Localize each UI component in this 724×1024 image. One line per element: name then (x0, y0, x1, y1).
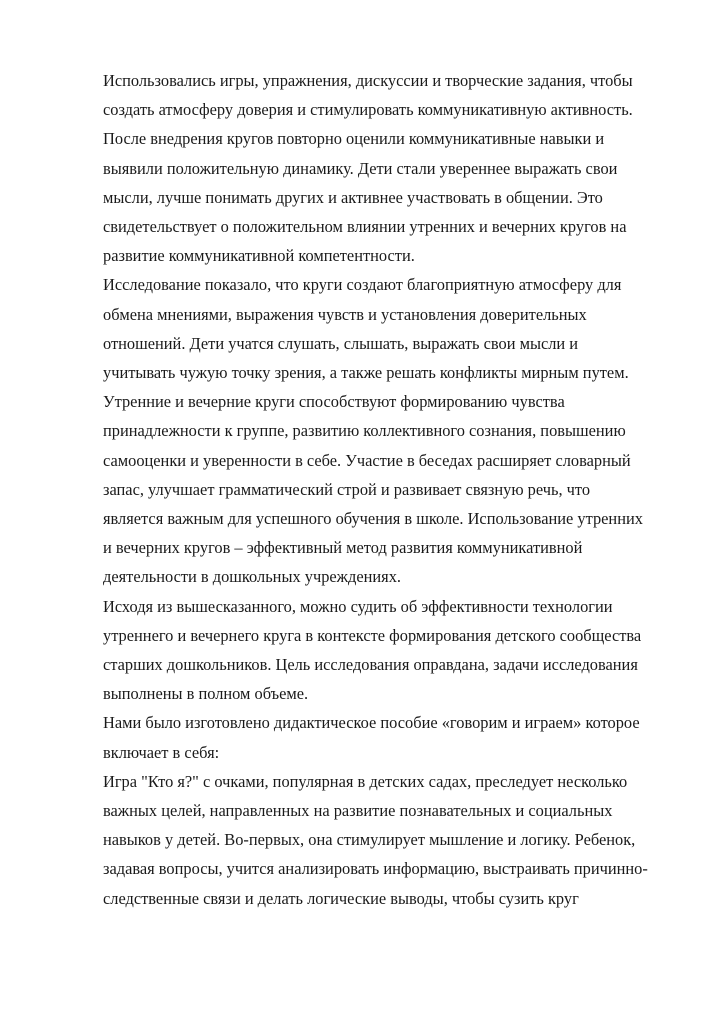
text-line: отношений. Дети учатся слушать, слышать, выражать свои мысли и (103, 333, 579, 353)
text-line: задавая вопросы, учится анализировать информацию, выстраивать причинно- (103, 859, 648, 879)
text-line: Использовались игры, упражнения, дискуссии и творческие задания, чтобы (103, 71, 633, 90)
document-text (103, 66, 673, 913)
text-line: деятельности в дошкольных учреждениях. (103, 567, 401, 587)
text-line: следственные связи и делать логические выводы, чтобы сузить круг (103, 888, 579, 908)
text-line: выполнены в полном объеме. (103, 684, 309, 704)
text-line: Утренние и вечерние круги способствуют формированию чувства (103, 392, 565, 412)
text-line: Исследование показало, что круги создают благоприятную атмосферу для (103, 275, 622, 295)
text-line: свидетельствует о положительном влиянии утренних и вечерних кругов на (103, 217, 627, 237)
text-line: старших дошкольников. Цель исследования оправдана, задачи исследования (103, 655, 638, 675)
text-line: принадлежности к группе, развитию коллективного сознания, повышению (103, 421, 626, 441)
text-line: запас, улучшает грамматический строй и развивает связную речь, что (103, 479, 591, 499)
text-line: мысли, лучше понимать других и активнее участвовать в общении. Это (103, 187, 603, 207)
text-line: утреннего и вечернего круга в контексте формирования детского сообщества (103, 625, 642, 645)
text-line: Игра "Кто я?" с очками, популярная в детских садах, преследует несколько (103, 771, 628, 791)
text-line: Исходя из вышесказанного, можно судить об эффективности технологии (103, 596, 613, 616)
text-line: выявили положительную динамику. Дети стали увереннее выражать свои (103, 158, 618, 178)
text-line: самооценки и уверенности в себе. Участие в беседах расширяет словарный (103, 450, 631, 470)
text-line: обмена мнениями, выражения чувств и установления доверительных (103, 304, 587, 324)
text-line: учитывать чужую точку зрения, а также решать конфликты мирным путем. (103, 363, 629, 383)
text-line: развитие коммуникативной компетентности. (103, 246, 415, 266)
text-line: важных целей, направленных на развитие познавательных и социальных (103, 801, 613, 821)
text-line: Нами было изготовлено дидактическое пособие «говорим и играем» которое (103, 713, 640, 733)
text-line: является важным для успешного обучения в школе. Использование утренних (103, 509, 643, 529)
text-line: После внедрения кругов повторно оценили коммуникативные навыки и (103, 129, 605, 149)
text-line: навыков у детей. Во-первых, она стимулирует мышление и логику. Ребенок, (103, 830, 636, 850)
text-line: включает в себя: (103, 742, 220, 762)
text-line: создать атмосферу доверия и стимулировать коммуникативную активность. (103, 100, 633, 120)
text-line: и вечерних кругов – эффективный метод развития коммуникативной (103, 538, 583, 558)
